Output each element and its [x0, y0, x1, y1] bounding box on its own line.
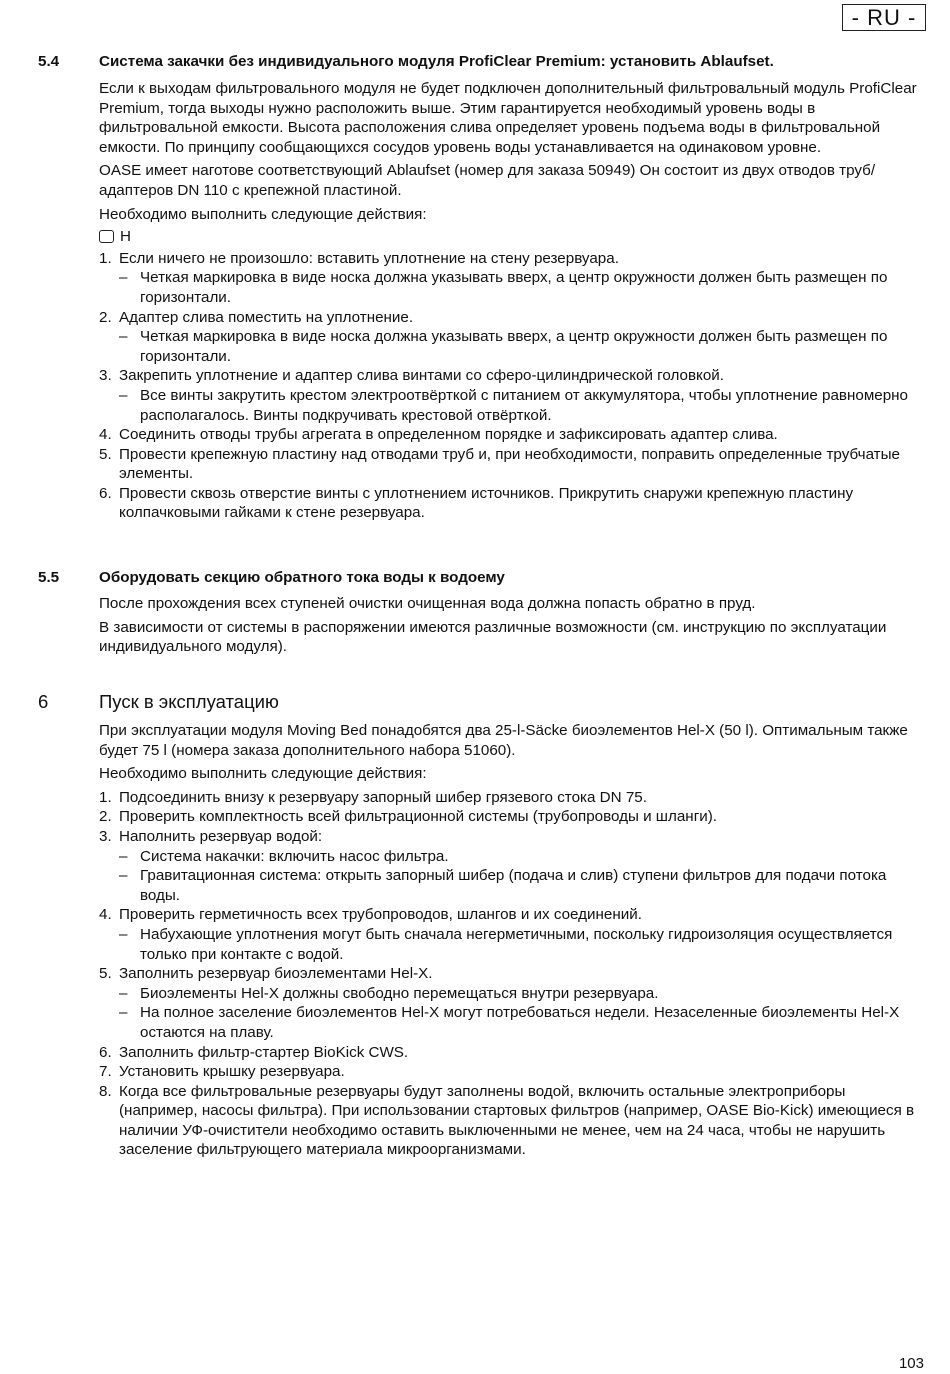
sub-item-text: Биоэлементы Hel-X должны свободно перемещаться внутри резервуара. [140, 984, 659, 1002]
step-number: 2. [99, 808, 112, 826]
dash-bullet: – [119, 328, 128, 346]
paragraph: Необходимо выполнить следующие действия: [99, 765, 427, 783]
hand-icon [99, 230, 114, 243]
step-text: Закрепить уплотнение и адаптер слива винтами со сферо-цилиндрической головкой. [119, 367, 725, 385]
step-text: Провести сквозь отверстие винты с уплотнением источников. Прикрутить снаружи крепежную пластину колпачковыми гайками к стене резервуара. [119, 484, 854, 522]
step-text: Подсоединить внизу к резервуару запорный шибер грязевого стока DN 75. [119, 788, 647, 806]
page-number: 103 [898, 1355, 924, 1372]
step-number: 4. [99, 906, 112, 924]
sub-item-text: Набухающие уплотнения могут быть сначала негерметичными, поскольку гидроизоляция осуществляется только при контакте с водой. [140, 925, 893, 963]
step-number: 6. [99, 484, 112, 502]
sub-item-text: Система накачки: включить насос фильтра. [140, 847, 449, 865]
sub-item [119, 268, 919, 307]
sub-list [119, 847, 919, 906]
step-number: 7. [99, 1063, 112, 1081]
step-number: 3. [99, 827, 112, 845]
dash-bullet: – [119, 984, 128, 1002]
marker-label: H [120, 228, 131, 246]
dash-bullet: – [119, 269, 128, 287]
step-text: Проверить герметичность всех трубопроводов, шлангов и их соединений. [119, 906, 642, 924]
sub-list [119, 984, 919, 1043]
language-badge: - RU - [842, 4, 926, 31]
section-number: 5.5 [38, 569, 60, 586]
sub-item [119, 1003, 919, 1042]
list-item [99, 1043, 919, 1063]
section-body [99, 594, 919, 657]
section-number: 5.4 [38, 53, 60, 70]
sub-item-text: На полное заселение биоэлементов Hel-X могут потребоваться недели. Незаселенные биоэлементы Hel-X остаются на плаву. [140, 1004, 900, 1041]
sub-item [119, 866, 919, 905]
paragraph: В зависимости от системы в распоряжении имеются различные возможности (см. инструкцию по эксплуатации индивидуального модуля). [99, 618, 887, 656]
step-text: Проверить комплектность всей фильтрационной системы (трубопроводы и шланги). [119, 808, 717, 826]
step-number: 5. [99, 445, 112, 463]
step-text: Заполнить фильтр-стартер BioKick CWS. [119, 1043, 409, 1061]
list-item [99, 1062, 919, 1082]
sub-list [119, 327, 919, 366]
sub-list [119, 925, 919, 964]
paragraph: При эксплуатации модуля Moving Bed понадобятся два 25-l-Säcke биоэлементов Hel-X (50 l). Оптимальным также будет 75 l (номера заказа дополнительного набора 51060). [99, 722, 908, 759]
list-item [99, 807, 919, 827]
list-item [99, 249, 919, 308]
list-item [99, 964, 919, 1042]
step-number: 6. [99, 1043, 112, 1061]
step-text: Наполнить резервуар водой: [119, 827, 323, 845]
dash-bullet: – [119, 925, 128, 943]
dash-bullet: – [119, 1004, 128, 1022]
step-text: Установить крышку резервуара. [119, 1063, 345, 1081]
list-item [99, 445, 919, 484]
list-item [99, 425, 919, 445]
step-text: Заполнить резервуар биоэлементами Hel-X. [119, 965, 433, 983]
section-title: Оборудовать секцию обратного тока воды к водоему [99, 569, 505, 586]
paragraph: После прохождения всех ступеней очистки очищенная вода должна попасть обратно в пруд. [99, 595, 756, 612]
section-title: Система закачки без индивидуального модуля ProfiClear Premium: установить Ablaufset. [99, 53, 774, 70]
step-text: Когда все фильтровальные резервуары будут заполнены водой, включить остальные электроприборы (например, насосы фильтра). При использовании стартовых фильтров (например, OASE Bio-Kick) имеющиеся в наличии УФ-очистители необходимо оставить выключенными не менее, чем на 24 часа, чтобы не нарушить заселение фильтрующего материала микроорганизмами. [119, 1082, 915, 1159]
chapter-title: Пуск в эксплуатацию [99, 691, 279, 712]
list-item [99, 308, 919, 367]
step-number: 8. [99, 1082, 112, 1100]
step-number: 1. [99, 788, 112, 806]
list-item [99, 366, 919, 425]
section-body [99, 79, 919, 523]
step-list [99, 249, 919, 523]
sub-item-text: Все винты закрутить крестом электроотвёрткой с питанием от аккумулятора, чтобы уплотнение равномерно располагалось. Винты подкручивать крестовой отвёрткой. [140, 386, 909, 424]
step-number: 2. [99, 308, 112, 326]
step-text: Если ничего не произошло: вставить уплотнение на стену резервуара. [119, 249, 619, 267]
dash-bullet: – [119, 867, 128, 885]
dash-bullet: – [119, 847, 128, 865]
step-text: Соединить отводы трубы агрегата в определенном порядке и зафиксировать адаптер слива. [119, 426, 778, 444]
dash-bullet: – [119, 386, 128, 404]
sub-item-text: Четкая маркировка в виде носка должна указывать вверх, а центр окружности должен быть размещен по горизонтали. [140, 328, 888, 365]
sub-item [119, 386, 919, 425]
step-list [99, 788, 919, 1160]
step-text: Провести крепежную пластину над отводами труб и, при необходимости, поправить определенные трубчатые элементы. [119, 445, 900, 483]
list-item [99, 827, 919, 905]
sub-item [119, 925, 919, 964]
sub-item [119, 327, 919, 366]
paragraph: Если к выходам фильтровального модуля не будет подключен дополнительный фильтровальный модуль ProfiClear Premium, тогда выходы нужно расположить выше. Этим гарантируется необходимый уровень воды в фильтровальной емкости. Высота расположения слива определяет уровень подъема воды в фильтровальной емкости. По принципу сообщающихся сосудов уровень воды устанавливается на одинаковом уровне. [99, 80, 917, 156]
sub-list [119, 268, 919, 307]
sub-item [119, 847, 919, 867]
step-number: 5. [99, 965, 112, 983]
list-item [99, 484, 919, 523]
section-body [99, 721, 919, 1160]
step-number: 1. [99, 249, 112, 267]
paragraph: Необходимо выполнить следующие действия: [99, 205, 427, 223]
step-number: 3. [99, 367, 112, 385]
chapter-number: 6 [38, 691, 49, 712]
instruction-marker [99, 227, 919, 247]
sub-item [119, 984, 919, 1004]
list-item [99, 1082, 919, 1160]
sub-item-text: Гравитационная система: открыть запорный шибер (подача и слив) ступени фильтров для подачи потока воды. [140, 867, 887, 904]
step-number: 4. [99, 426, 112, 444]
step-text: Адаптер слива поместить на уплотнение. [119, 308, 414, 326]
list-item [99, 905, 919, 964]
sub-list [119, 386, 919, 425]
sub-item-text: Четкая маркировка в виде носка должна указывать вверх, а центр окружности должен быть размещен по горизонтали. [140, 269, 888, 306]
list-item [99, 788, 919, 808]
paragraph: OASE имеет наготове соответствующий Ablaufset (номер для заказа 50949) Он состоит из двух отводов труб/адаптеров DN 110 с крепежной пластиной. [99, 162, 876, 199]
